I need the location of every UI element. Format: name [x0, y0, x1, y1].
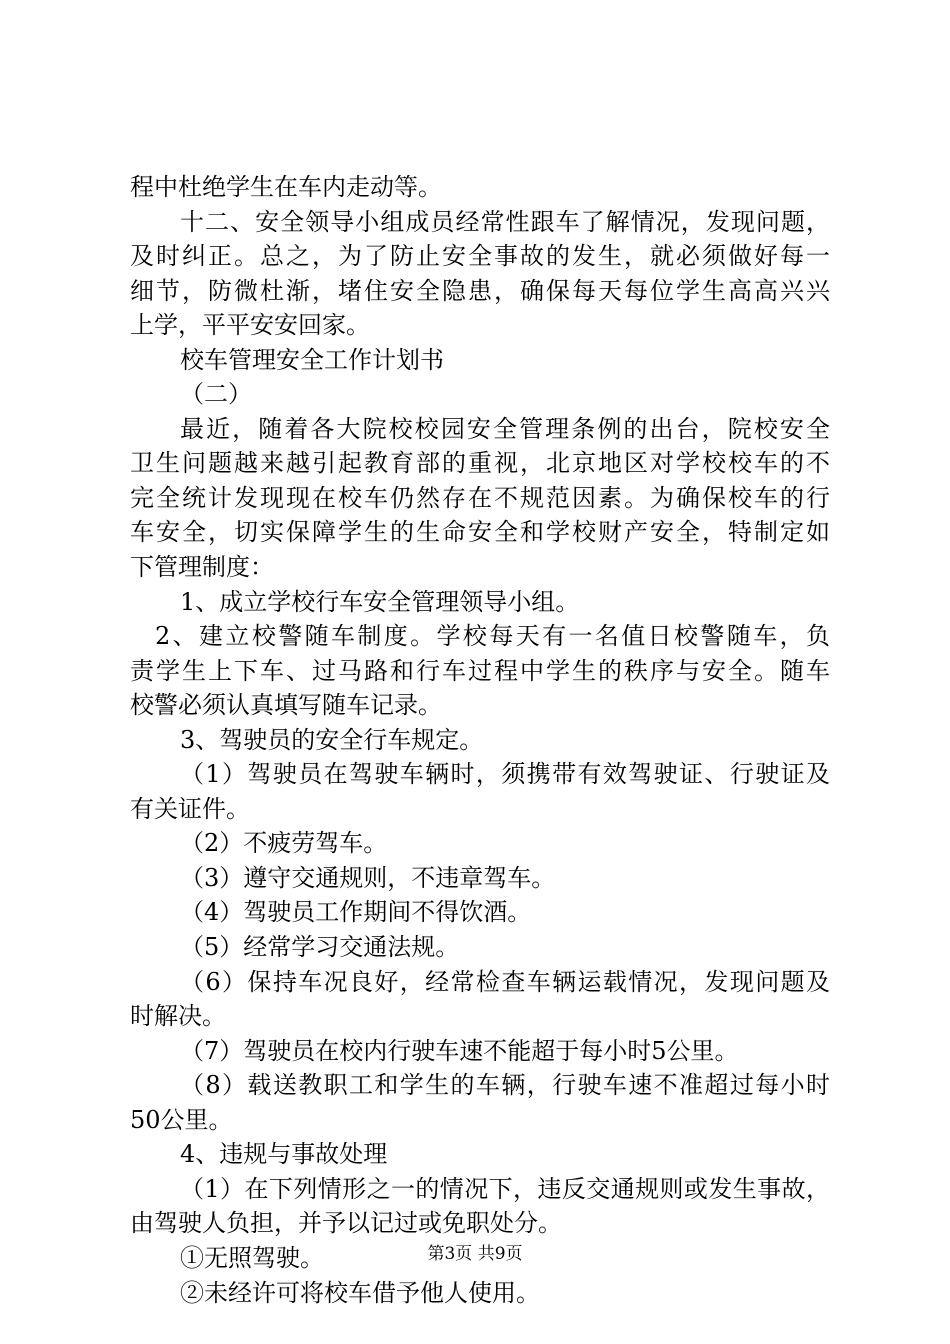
text-line: （3）遵守交通规则，不违章驾车。: [180, 863, 556, 892]
text-line: 1、成立学校行车安全管理领导小组。: [180, 587, 580, 616]
text-line: （8）载送教职工和学生的车辆，行驶车速不准超过每小时: [180, 1071, 830, 1100]
text-line: （2）不疲劳驾车。: [180, 829, 388, 858]
text-line: （1）驾驶员在驾驶车辆时，须携带有效驾驶证、行驶证及: [180, 760, 830, 789]
text-line: 有关证件。: [130, 794, 250, 823]
text-line: 时解决。: [130, 1002, 226, 1031]
text-line: 由驾驶人负担，并予以记过或免职处分。: [130, 1209, 562, 1238]
text-line: 十二、安全领导小组成员经常性跟车了解情况，发现问题，: [180, 207, 830, 236]
text-line: 细节，防微杜渐，堵住安全隐患，确保每天每位学生高高兴兴: [130, 276, 830, 305]
text-line: （7）驾驶员在校内行驶车速不能超于每小时5公里。: [180, 1036, 739, 1065]
text-line: 4、违规与事故处理: [180, 1140, 388, 1169]
text-line: 责学生上下车、过马路和行车过程中学生的秩序与安全。随车: [130, 656, 830, 685]
page-footer: 第3页 共9页: [427, 1244, 523, 1264]
text-line: （1）在下列情形之一的情况下，违反交通规则或发生事故，: [180, 1174, 830, 1203]
text-line: 车安全，切实保障学生的生命安全和学校财产安全，特制定如: [130, 518, 830, 547]
text-line: （5）经常学习交通法规。: [180, 933, 460, 962]
text-line: 50公里。: [130, 1105, 233, 1134]
text-line: 最近，随着各大院校校园安全管理条例的出台，院校安全: [180, 414, 830, 443]
text-line: 完全统计发现现在校车仍然存在不规范因素。为确保校车的行: [130, 483, 830, 512]
text-line: 卫生问题越来越引起教育部的重视，北京地区对学校校车的不: [130, 449, 830, 478]
text-line: 及时纠正。总之，为了防止安全事故的发生，就必须做好每一: [130, 242, 830, 271]
text-line: （4）驾驶员工作期间不得饮酒。: [180, 898, 532, 927]
text-line: 校警必须认真填写随车记录。: [130, 691, 442, 720]
text-line: 下管理制度：: [130, 553, 274, 582]
text-line: 2、建立校警随车制度。学校每天有一名值日校警随车，负: [155, 622, 830, 651]
text-line: 程中杜绝学生在车内走动等。: [130, 173, 442, 201]
section-title: 校车管理安全工作计划书: [180, 345, 444, 374]
text-line: 3、驾驶员的安全行车规定。: [180, 725, 484, 754]
text-line: ②未经许可将校车借予他人使用。: [180, 1278, 540, 1307]
section-subtitle: （二）: [180, 380, 252, 409]
text-line: 上学，平平安安回家。: [130, 311, 370, 340]
body-text: [130, 170, 830, 1310]
text-line: （6）保持车况良好，经常检查车辆运载情况，发现问题及: [180, 967, 830, 996]
text-line: ①无照驾驶。: [180, 1243, 324, 1272]
